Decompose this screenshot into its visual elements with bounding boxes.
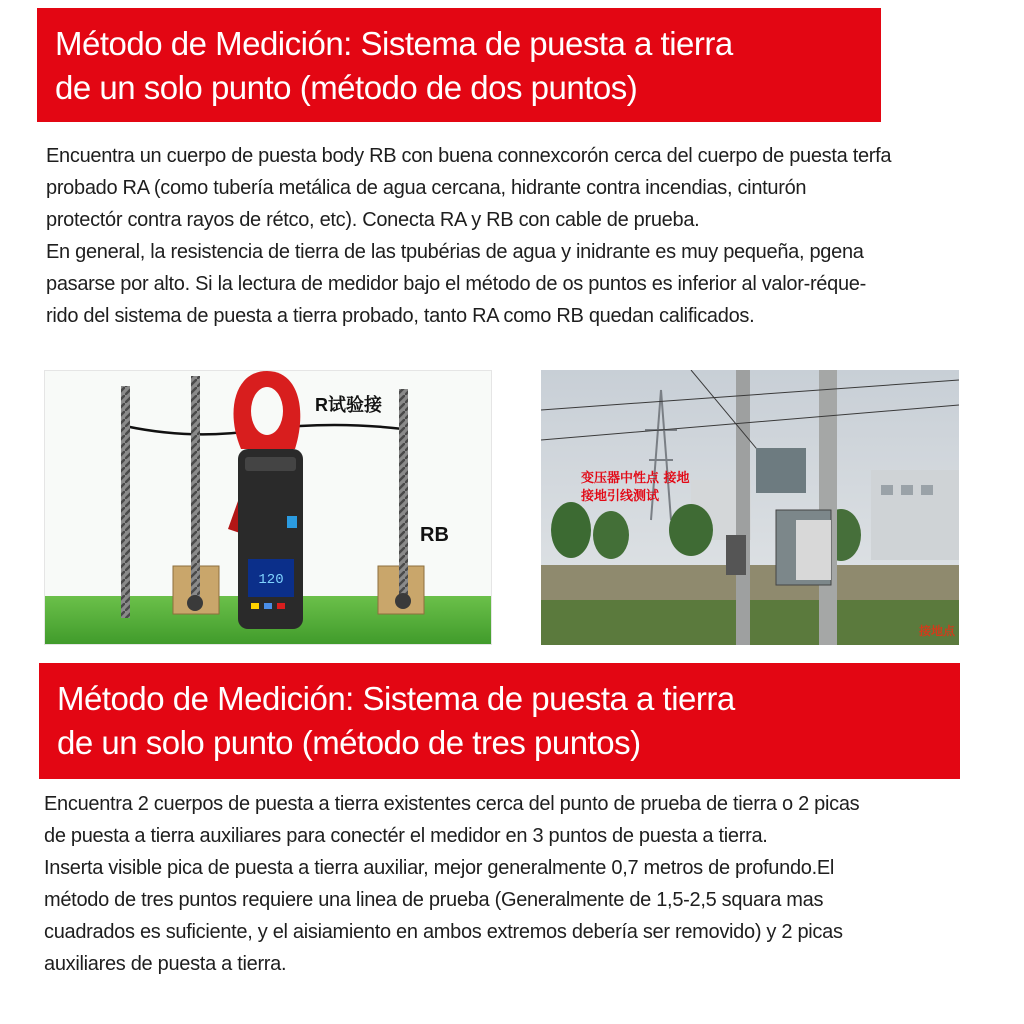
section1-paragraph <box>46 140 986 332</box>
rb-label: RB <box>420 524 449 546</box>
section1-title-banner <box>37 8 881 122</box>
photo-caption-line1: 变压器中性点 接地 <box>581 471 690 486</box>
section1-line: Encuentra un cuerpo de puesta body RB con buena connexcorón cerca del cuerpo de puesta terfa <box>46 145 892 167</box>
section2-paragraph <box>44 788 984 980</box>
photo-corner-label: 接地点 <box>918 624 955 638</box>
ra-label: R试验接 <box>315 395 382 415</box>
photo-caption <box>581 470 690 506</box>
section2-line: Encuentra 2 cuerpos de puesta a tierra existentes cerca del punto de prueba de tierra o 2 picas <box>44 793 860 815</box>
section1-title-line2: de un solo punto (método de dos puntos) <box>55 69 638 106</box>
clamp-meter-icon <box>228 371 303 629</box>
section2-line: Inserta visible pica de puesta a tierra auxiliar, mejor generalmente 0,7 metros de profundo.El <box>44 857 835 879</box>
section2-line: cuadrados es suficiente, y el aisiamiento en ambos extremos debería ser removido) y 2 picas <box>44 921 843 943</box>
section2-line: método de tres puntos requiere una linea de prueba (Generalmente de 1,5-2,5 squara mas <box>44 889 824 911</box>
section1-line: rido del sistema de puesta a tierra probado, tanto RA como RB quedan calificados. <box>46 305 755 327</box>
section2-title-banner <box>39 663 960 779</box>
section2-line: auxiliares de puesta a tierra. <box>44 953 287 975</box>
photo-caption-line2: 接地引线测试 <box>581 489 660 504</box>
section1-line: pasarse por alto. Si la lectura de medidor bajo el método de os puntos es inferior al valor-réque- <box>46 273 866 295</box>
section2-title-line1: Método de Medición: Sistema de puesta a tierra <box>57 680 735 717</box>
section1-title-line1: Método de Medición: Sistema de puesta a tierra <box>55 25 733 62</box>
section2-title-line2: de un solo punto (método de tres puntos) <box>57 724 641 761</box>
clamp-meter-diagram <box>44 370 492 645</box>
section1-line: protectór contra rayos de rétco, etc). Conecta RA y RB con cable de prueba. <box>46 209 700 231</box>
meter-display-value: 120 <box>258 572 284 588</box>
section1-line: probado RA (como tubería metálica de agua cercana, hidrante contra incendias, cinturón <box>46 177 807 199</box>
transformer-site-photo <box>541 370 959 645</box>
section1-line: En general, la resistencia de tierra de las tpubérias de agua y inidrante es muy pequeña, pgena <box>46 241 864 263</box>
section2-line: de puesta a tierra auxiliares para conectér el medidor en 3 puntos de puesta a tierra. <box>44 825 768 847</box>
